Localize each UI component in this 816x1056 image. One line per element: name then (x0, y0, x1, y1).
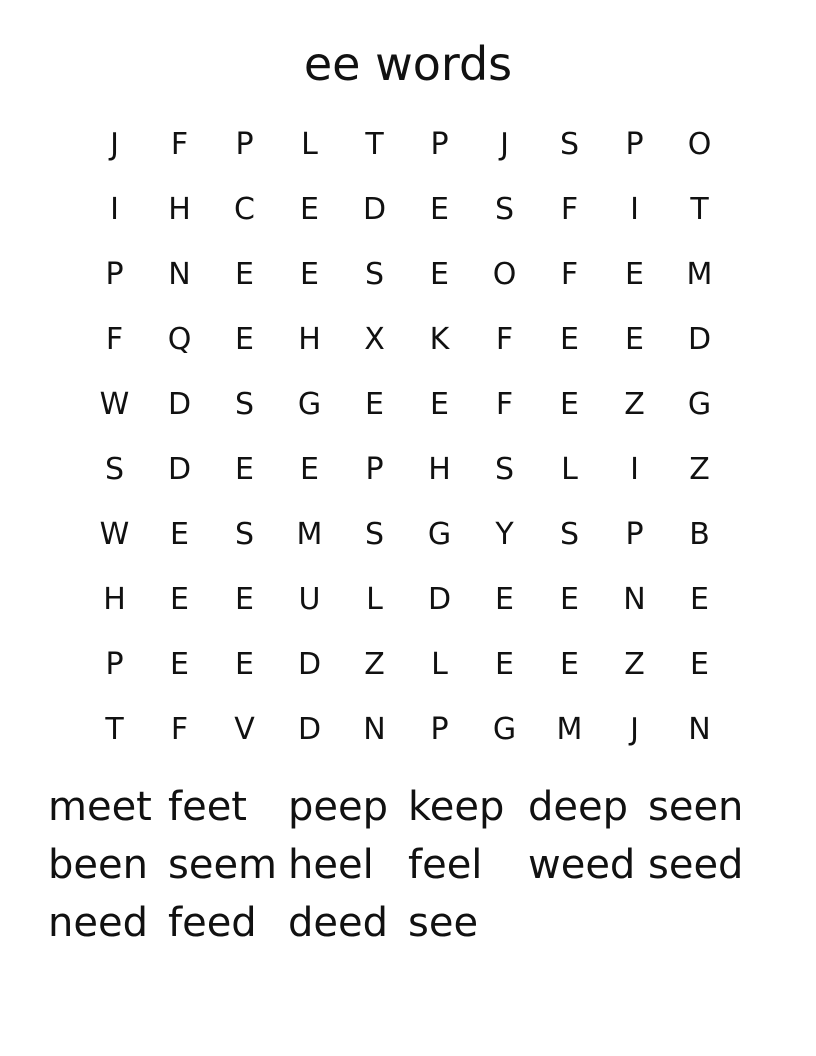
grid-letter: J (630, 712, 639, 747)
grid-letter: S (559, 517, 580, 552)
grid-letter: X (364, 322, 385, 357)
grid-letter: E (300, 192, 319, 227)
grid-letter: I (630, 192, 639, 227)
grid-letter: D (167, 387, 192, 422)
grid-letter: O (492, 257, 517, 292)
grid-letter: H (168, 192, 191, 227)
grid-letter: T (105, 712, 124, 747)
grid-letter: E (690, 582, 709, 617)
grid-letter: S (559, 127, 580, 162)
grid-letter: D (362, 192, 387, 227)
grid-letter: E (625, 322, 644, 357)
grid-letter: I (630, 452, 639, 487)
grid-letter: V (234, 712, 255, 747)
grid-letter: F (560, 192, 579, 227)
word-bank-item: weed (528, 842, 636, 888)
grid-letter: E (235, 322, 254, 357)
word-bank-item: need (48, 900, 148, 946)
grid-letter: E (430, 387, 449, 422)
grid-letter: P (235, 127, 254, 162)
word-bank-item: see (408, 900, 479, 946)
grid-letter: K (429, 322, 450, 357)
grid-letter: T (365, 127, 384, 162)
grid-letter: B (689, 517, 710, 552)
word-bank-item: seem (168, 842, 278, 888)
grid-letter: E (170, 517, 189, 552)
grid-letter: S (364, 517, 385, 552)
grid-letter: S (234, 387, 255, 422)
grid-letter: F (495, 322, 514, 357)
grid-letter: U (298, 582, 321, 617)
grid-letter: P (105, 257, 124, 292)
grid-letter: N (688, 712, 711, 747)
grid-letter: S (234, 517, 255, 552)
grid-letter: E (430, 192, 449, 227)
word-bank-item: been (48, 842, 148, 888)
grid-letter: S (494, 192, 515, 227)
grid-letter: E (690, 647, 709, 682)
grid-letter: P (365, 452, 384, 487)
grid-letter: Z (624, 387, 645, 422)
word-search-grid (82, 112, 732, 762)
grid-letter: Z (624, 647, 645, 682)
grid-letter: E (170, 582, 189, 617)
grid-letter: E (430, 257, 449, 292)
grid-letter: E (365, 387, 384, 422)
grid-letter: C (234, 192, 255, 227)
word-bank-item: peep (288, 784, 388, 830)
grid-letter: L (301, 127, 318, 162)
grid-letter: J (500, 127, 509, 162)
word-bank-item: heel (288, 842, 374, 888)
grid-letter: Z (364, 647, 385, 682)
grid-letter: G (492, 712, 517, 747)
grid-letter: E (495, 647, 514, 682)
grid-letter: Q (167, 322, 192, 357)
grid-letter: M (556, 712, 583, 747)
grid-letter: S (364, 257, 385, 292)
word-bank-item: deed (288, 900, 388, 946)
grid-letter: N (363, 712, 386, 747)
word-bank-item: seen (648, 784, 744, 830)
grid-letter: Z (689, 452, 710, 487)
word-bank-item: deep (528, 784, 628, 830)
word-bank-item: meet (48, 784, 152, 830)
grid-letter: F (560, 257, 579, 292)
grid-letter: H (298, 322, 321, 357)
grid-letter: E (560, 647, 579, 682)
grid-letter: E (560, 322, 579, 357)
grid-letter: L (561, 452, 578, 487)
grid-letter: L (366, 582, 383, 617)
grid-letter: P (105, 647, 124, 682)
word-bank-item: feed (168, 900, 257, 946)
grid-letter: E (170, 647, 189, 682)
grid-letter: P (430, 712, 449, 747)
grid-letter: E (235, 647, 254, 682)
grid-letter: E (300, 257, 319, 292)
word-bank (48, 778, 768, 952)
word-bank-item: keep (408, 784, 505, 830)
grid-letter: O (687, 127, 712, 162)
grid-letter: E (560, 387, 579, 422)
grid-letter: E (495, 582, 514, 617)
grid-letter: W (99, 517, 130, 552)
grid-letter: D (427, 582, 452, 617)
grid-letter: D (167, 452, 192, 487)
grid-letter: G (297, 387, 322, 422)
grid-letter: E (235, 582, 254, 617)
grid-letter: G (687, 387, 712, 422)
grid-letter: P (625, 127, 644, 162)
grid-letter: H (428, 452, 451, 487)
grid-letter: E (235, 452, 254, 487)
grid-letter: F (105, 322, 124, 357)
grid-letter: Y (495, 517, 514, 552)
grid-letter: D (687, 322, 712, 357)
word-bank-item: seed (648, 842, 744, 888)
grid-letter: W (99, 387, 130, 422)
word-bank-item: feet (168, 784, 247, 830)
grid-letter: M (686, 257, 713, 292)
grid-letter: T (690, 192, 709, 227)
grid-letter: N (623, 582, 646, 617)
grid-letter: S (104, 452, 125, 487)
grid-letter: F (170, 127, 189, 162)
page-title: ee words (303, 37, 513, 91)
grid-letter: D (297, 647, 322, 682)
grid-letter: P (625, 517, 644, 552)
grid-letter: M (296, 517, 323, 552)
word-bank-item: feel (408, 842, 483, 888)
grid-letter: E (300, 452, 319, 487)
grid-letter: D (297, 712, 322, 747)
grid-letter: G (427, 517, 452, 552)
grid-letter: E (625, 257, 644, 292)
grid-letter: I (110, 192, 119, 227)
grid-letter: L (431, 647, 448, 682)
grid-letter: P (430, 127, 449, 162)
grid-letter: E (235, 257, 254, 292)
grid-letter: N (168, 257, 191, 292)
grid-letter: F (170, 712, 189, 747)
grid-letter: F (495, 387, 514, 422)
grid-letter: S (494, 452, 515, 487)
grid-letter: H (103, 582, 126, 617)
grid-letter: J (110, 127, 119, 162)
grid-letter: E (560, 582, 579, 617)
